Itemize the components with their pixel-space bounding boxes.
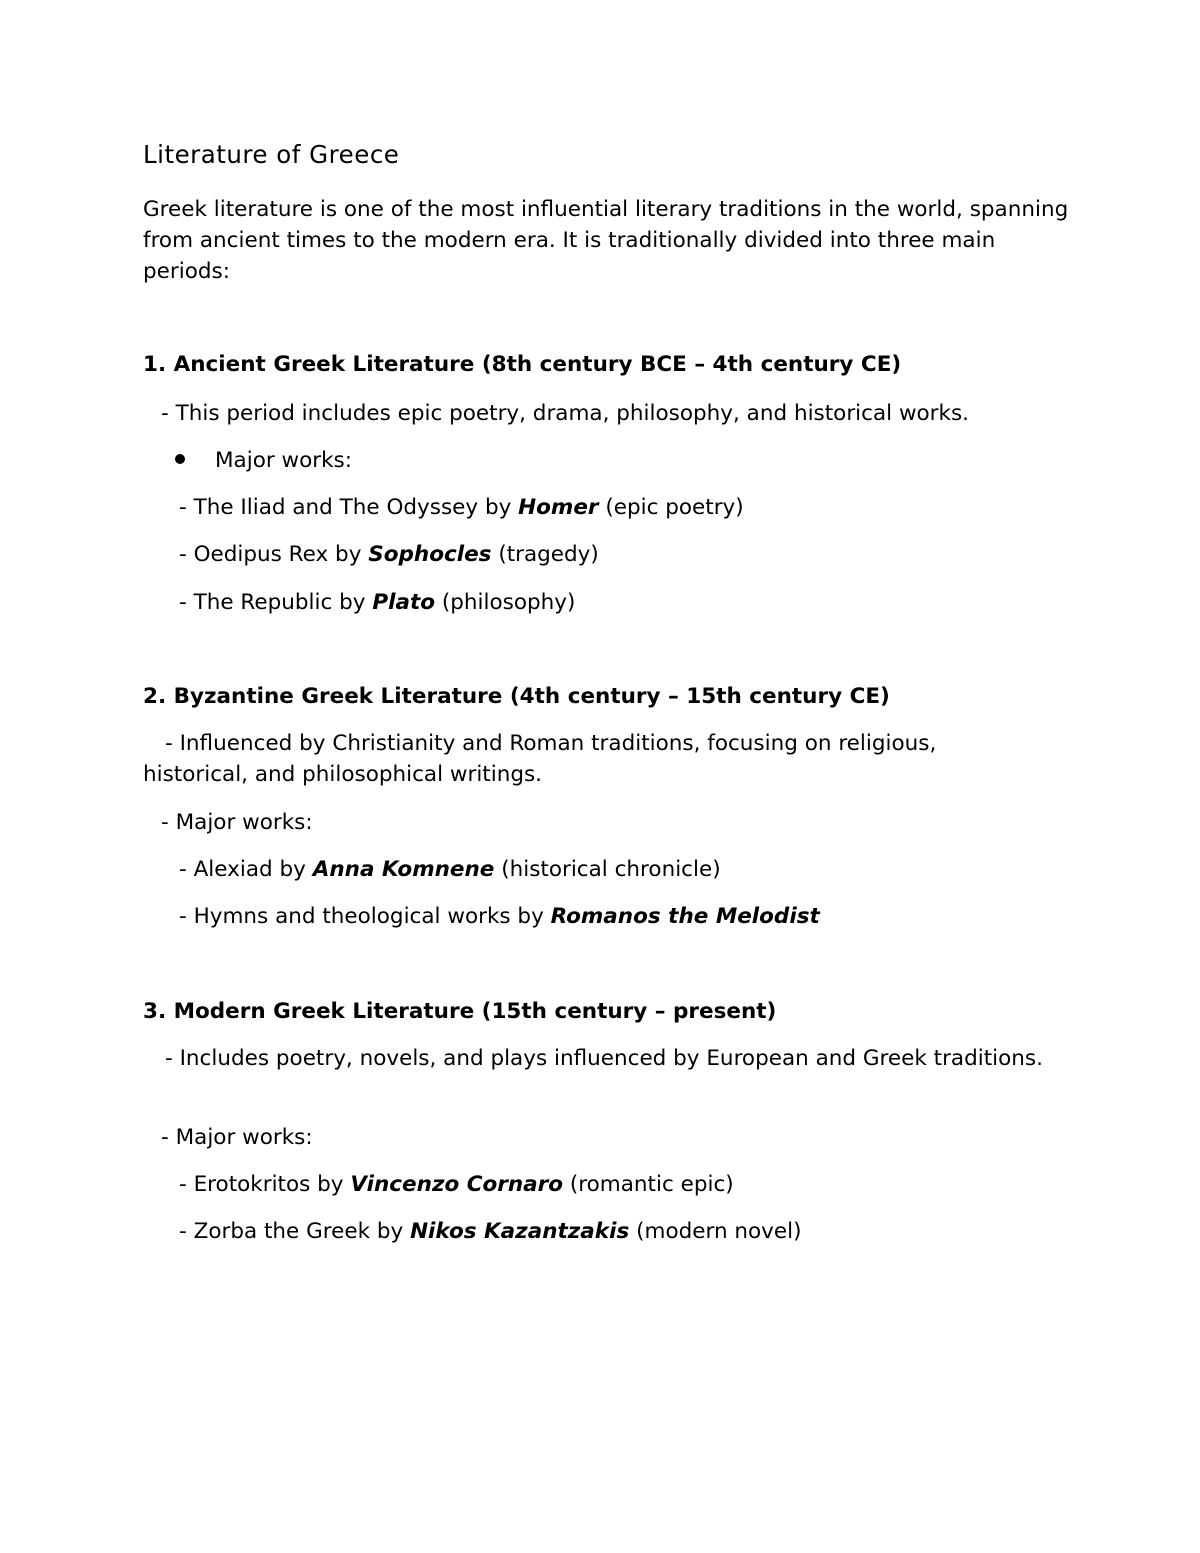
section-description-modern: - Includes poetry, novels, and plays influenced by European and Greek traditions. bbox=[165, 1046, 1043, 1071]
section-heading-ancient: 1. Ancient Greek Literature (8th century BCE – 4th century CE) bbox=[143, 352, 902, 377]
work-item: - Hymns and theological works by Romanos the Melodist bbox=[179, 904, 820, 929]
section-description-ancient: - This period includes epic poetry, drama, philosophy, and historical works. bbox=[161, 401, 970, 426]
work-author: Romanos the Melodist bbox=[550, 904, 820, 929]
work-item: - Erotokritos by Vincenzo Cornaro (romantic epic) bbox=[179, 1172, 734, 1197]
major-works-label: Major works: bbox=[215, 448, 352, 473]
work-item: - The Iliad and The Odyssey by Homer (epic poetry) bbox=[179, 495, 744, 520]
section-heading-byzantine: 2. Byzantine Greek Literature (4th century – 15th century CE) bbox=[143, 684, 890, 709]
work-author: Plato bbox=[372, 590, 436, 615]
intro-paragraph: Greek literature is one of the most influential literary traditions in the world, spanning from ancient times to the modern era. It is traditionally divided into three main periods: bbox=[143, 197, 1069, 284]
section-heading-modern: 3. Modern Greek Literature (15th century – present) bbox=[143, 999, 777, 1024]
work-author: Anna Komnene bbox=[312, 857, 495, 882]
work-item: - The Republic by Plato (philosophy) bbox=[179, 590, 576, 615]
work-item: - Zorba the Greek by Nikos Kazantzakis (modern novel) bbox=[179, 1219, 802, 1244]
work-author: Vincenzo Cornaro bbox=[350, 1172, 564, 1197]
work-author: Sophocles bbox=[368, 542, 492, 567]
work-author: Nikos Kazantzakis bbox=[410, 1219, 630, 1244]
major-works-bullet bbox=[175, 445, 352, 476]
work-item: - Alexiad by Anna Komnene (historical chronicle) bbox=[179, 857, 721, 882]
work-author: Homer bbox=[518, 495, 599, 520]
bullet-icon bbox=[175, 454, 185, 464]
major-works-label: - Major works: bbox=[161, 810, 313, 835]
work-item: - Oedipus Rex by Sophocles (tragedy) bbox=[179, 542, 599, 567]
section-description-byzantine: - Influenced by Christianity and Roman traditions, focusing on religious, historical, and philosophical writings. bbox=[143, 731, 937, 787]
major-works-label: - Major works: bbox=[161, 1125, 313, 1150]
document-title: Literature of Greece bbox=[143, 140, 400, 169]
